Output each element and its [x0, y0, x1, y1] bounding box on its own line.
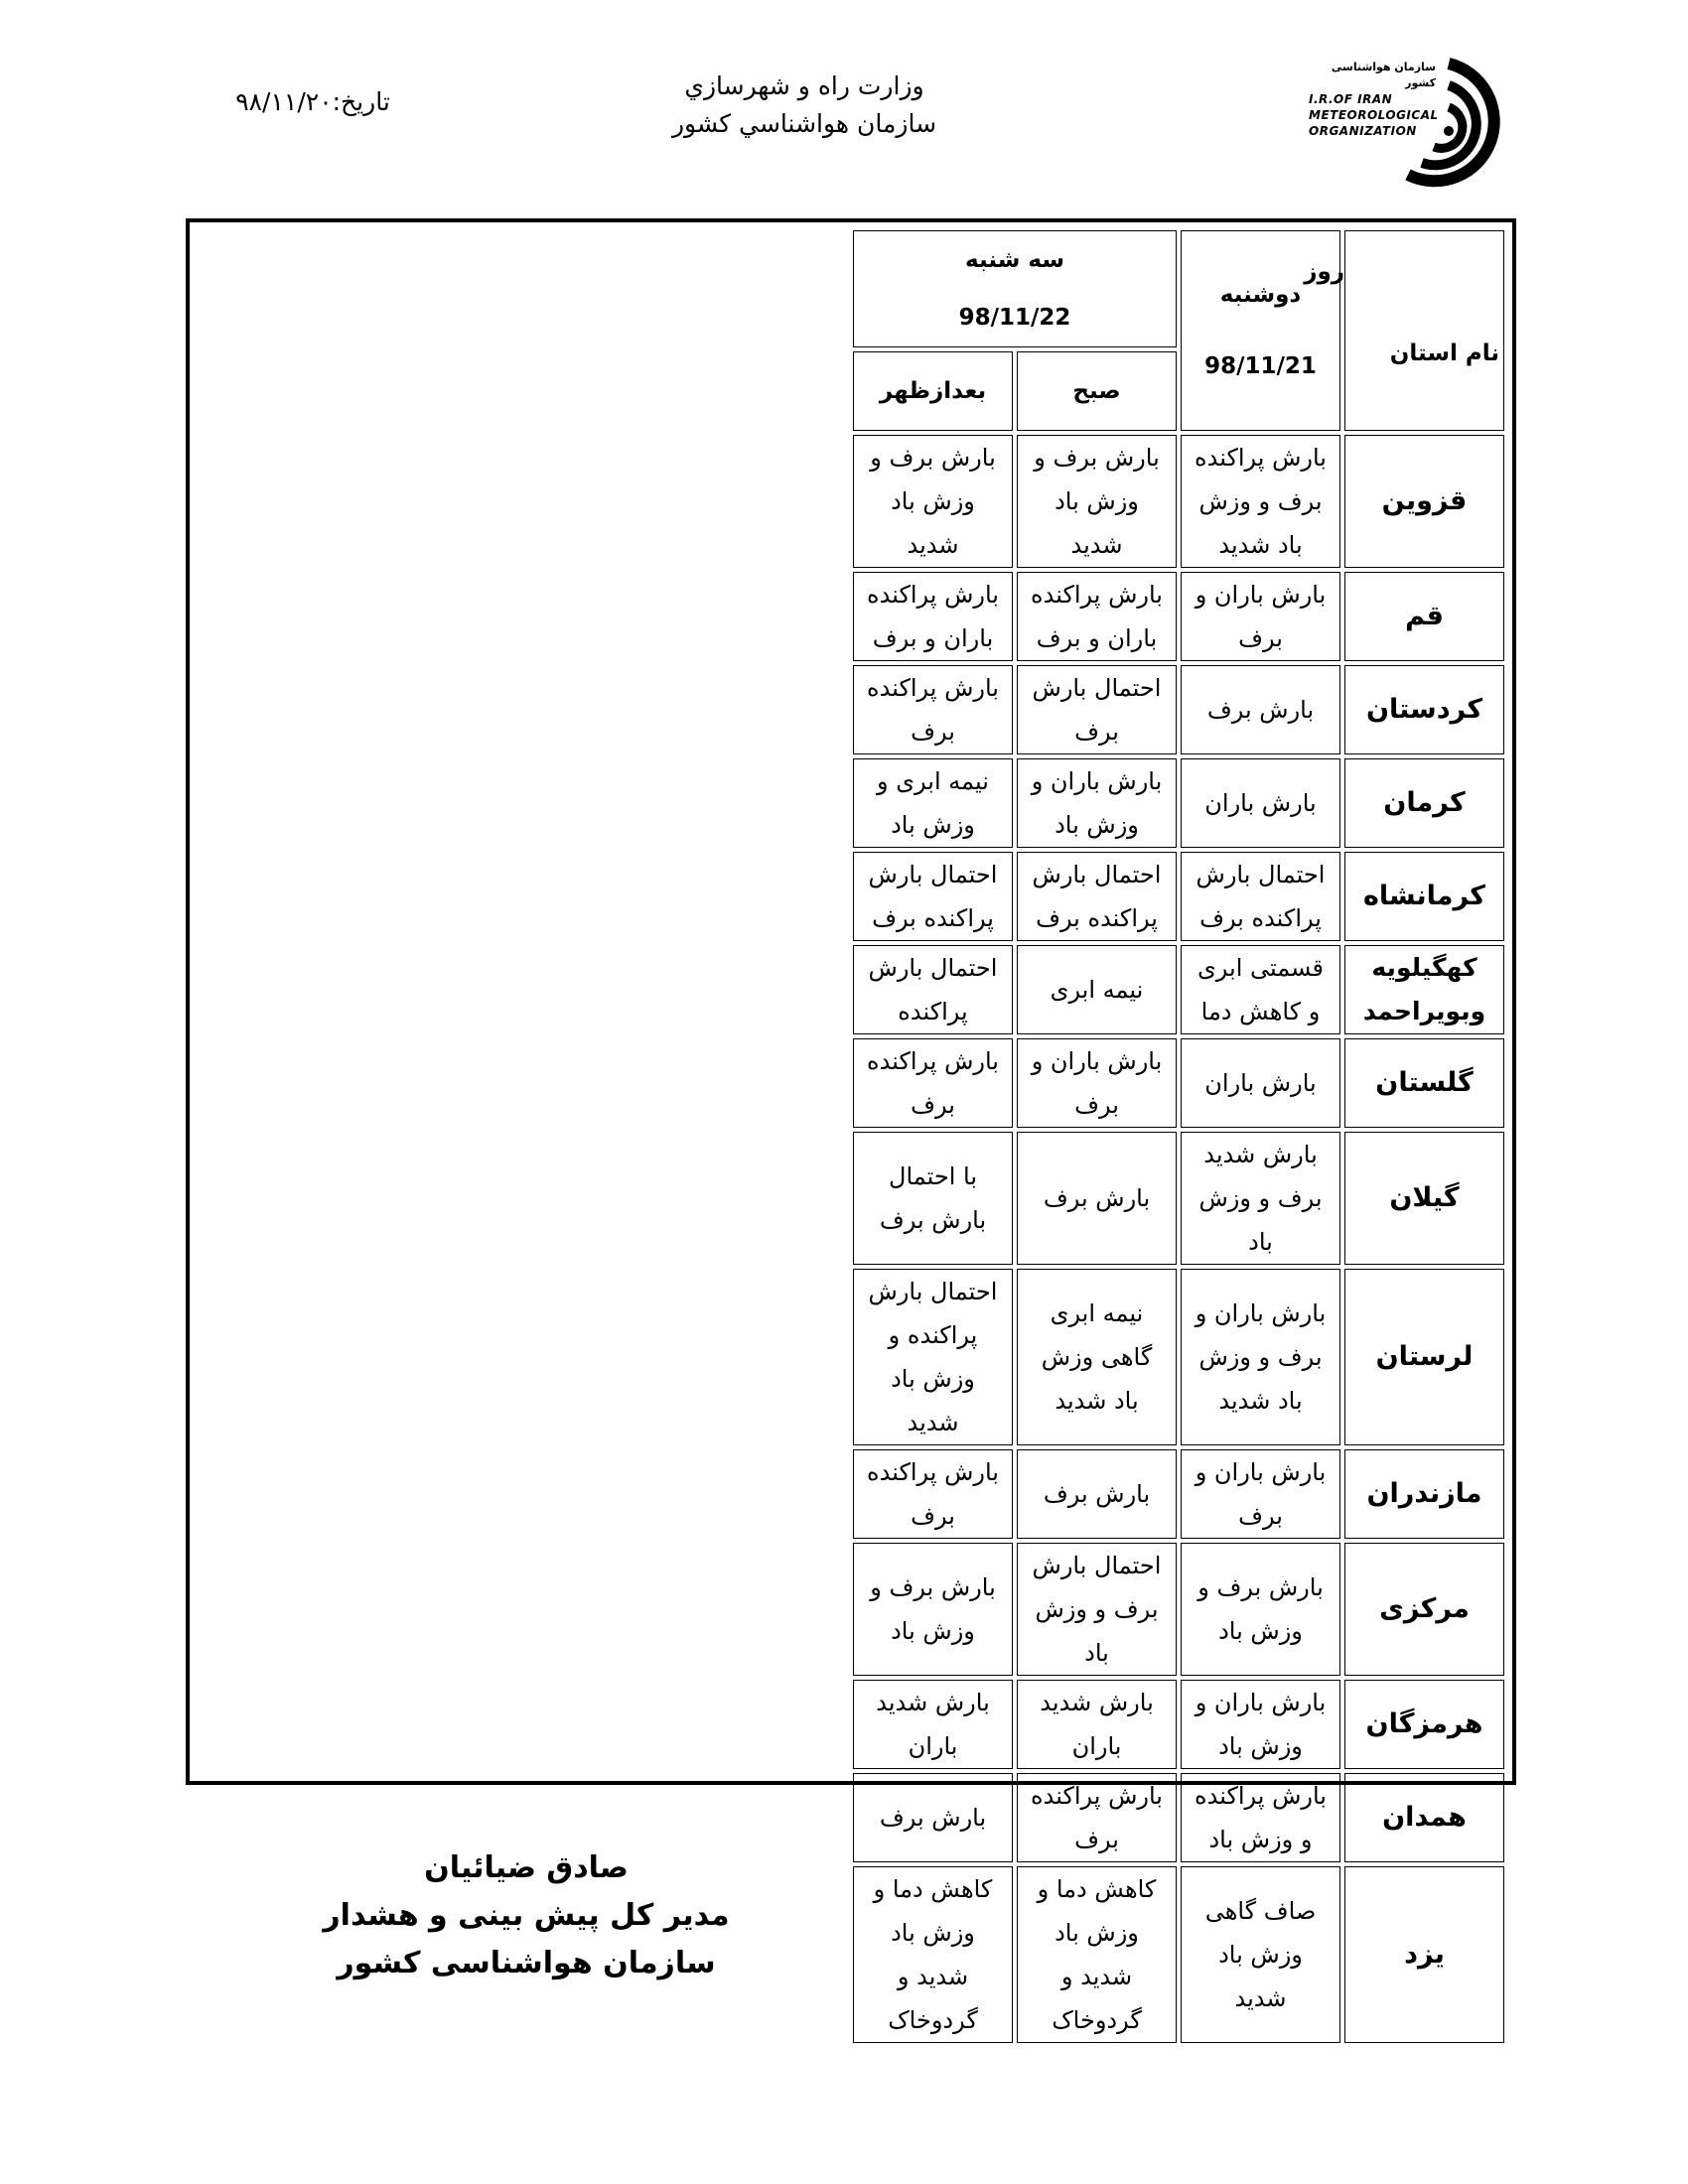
- morning-forecast-cell: احتمال بارش پراکنده برف: [1017, 852, 1177, 941]
- logo-en-line3: ORGANIZATION: [1309, 124, 1417, 138]
- afternoon-forecast-cell: احتمال بارش پراکنده: [853, 945, 1013, 1034]
- province-cell: مازندران: [1344, 1449, 1504, 1539]
- ministry-header: [596, 68, 1013, 143]
- province-cell: هرمزگان: [1344, 1680, 1504, 1769]
- afternoon-forecast-cell: احتمال بارش پراکنده و وزش باد شدید: [853, 1269, 1013, 1445]
- day1-name: دوشنبه: [1219, 282, 1302, 308]
- table-row: [198, 1038, 1504, 1128]
- day1-forecast-cell: بارش برف: [1181, 665, 1340, 754]
- logo-en-line2: METEOROLOGICAL: [1309, 108, 1439, 122]
- signatory-title: مدیر کل پیش بینی و هشدار: [323, 1898, 730, 1933]
- logo-en-line1: I.R.OF IRAN: [1309, 92, 1393, 106]
- ministry-name: وزارت راه و شهرسازي: [684, 71, 924, 100]
- afternoon-forecast-cell: بارش برف: [853, 1773, 1013, 1862]
- signatory-name: صادق ضیائیان: [424, 1850, 629, 1885]
- table-row: [198, 1680, 1504, 1769]
- morning-forecast-cell: بارش پراکنده باران و برف: [1017, 572, 1177, 661]
- afternoon-forecast-cell: با احتمال بارش برف: [853, 1132, 1013, 1265]
- morning-forecast-cell: بارش برف و وزش باد شدید: [1017, 435, 1177, 568]
- spiral-icon: [1394, 56, 1503, 195]
- table-row: [198, 1269, 1504, 1445]
- day1-forecast-cell: بارش برف و وزش باد: [1181, 1543, 1340, 1676]
- day1-date: 98/11/21: [1204, 353, 1317, 379]
- province-cell: قم: [1344, 572, 1504, 661]
- morning-forecast-cell: بارش باران و برف: [1017, 1038, 1177, 1128]
- morning-header: صبح: [1017, 351, 1177, 431]
- day1-forecast-cell: احتمال بارش پراکنده برف: [1181, 852, 1340, 941]
- signature-block: [318, 1844, 735, 1987]
- province-cell: کردستان: [1344, 665, 1504, 754]
- day1-forecast-cell: بارش پراکنده و وزش باد: [1181, 1773, 1340, 1862]
- day1-forecast-cell: صاف گاهی وزش باد شدید: [1181, 1866, 1340, 2043]
- date-label: تاریخ:: [332, 87, 390, 116]
- morning-forecast-cell: احتمال بارش برف و وزش باد: [1017, 1543, 1177, 1676]
- province-cell: لرستان: [1344, 1269, 1504, 1445]
- table-row: [198, 758, 1504, 848]
- corner-header-cell: [1304, 230, 1504, 431]
- province-cell: کرمانشاه: [1344, 852, 1504, 941]
- afternoon-forecast-cell: نیمه ابری و وزش باد: [853, 758, 1013, 848]
- table-row: [198, 1132, 1504, 1265]
- day1-forecast-cell: بارش باران: [1181, 758, 1340, 848]
- afternoon-forecast-cell: بارش پراکنده برف: [853, 1449, 1013, 1539]
- afternoon-forecast-cell: بارش شدید باران: [853, 1680, 1013, 1769]
- organization-logo: [1309, 52, 1507, 201]
- afternoon-forecast-cell: بارش پراکنده برف: [853, 1038, 1013, 1128]
- morning-forecast-cell: بارش برف: [1017, 1449, 1177, 1539]
- afternoon-forecast-cell: بارش پراکنده برف: [853, 665, 1013, 754]
- day1-forecast-cell: بارش شدید برف و وزش باد: [1181, 1132, 1340, 1265]
- province-cell: یزد: [1344, 1866, 1504, 2043]
- day2-header-cell: [853, 230, 1177, 347]
- day1-forecast-cell: بارش باران و برف: [1181, 572, 1340, 661]
- province-cell: کرمان: [1344, 758, 1504, 848]
- afternoon-forecast-cell: بارش پراکنده باران و برف: [853, 572, 1013, 661]
- morning-forecast-cell: نیمه ابری گاهی وزش باد شدید: [1017, 1269, 1177, 1445]
- document-date: [199, 87, 427, 116]
- province-cell: گلستان: [1344, 1038, 1504, 1128]
- table-row: [198, 1543, 1504, 1676]
- province-cell: کهگیلویه وبویراحمد: [1344, 945, 1504, 1034]
- morning-forecast-cell: بارش شدید باران: [1017, 1680, 1177, 1769]
- morning-forecast-cell: نیمه ابری: [1017, 945, 1177, 1034]
- forecast-table: [194, 226, 1508, 2047]
- morning-forecast-cell: بارش باران و وزش باد: [1017, 758, 1177, 848]
- province-cell: مرکزی: [1344, 1543, 1504, 1676]
- province-cell: گیلان: [1344, 1132, 1504, 1265]
- table-row: [198, 435, 1504, 568]
- day1-forecast-cell: بارش باران: [1181, 1038, 1340, 1128]
- day1-forecast-cell: بارش پراکنده برف و وزش باد شدید: [1181, 435, 1340, 568]
- signatory-organization: سازمان هواشناسی کشور: [337, 1946, 716, 1980]
- afternoon-forecast-cell: بارش برف و وزش باد شدید: [853, 435, 1013, 568]
- afternoon-forecast-cell: بارش برف و وزش باد: [853, 1543, 1013, 1676]
- date-value: ۹۸/۱۱/۲۰: [235, 87, 333, 116]
- day1-forecast-cell: بارش باران و برف و وزش باد شدید: [1181, 1269, 1340, 1445]
- afternoon-forecast-cell: احتمال بارش پراکنده برف: [853, 852, 1013, 941]
- afternoon-forecast-cell: کاهش دما و وزش باد شدید و گردوخاک: [853, 1866, 1013, 2043]
- day2-date: 98/11/22: [958, 305, 1071, 331]
- logo-fa-text: سازمان هواشناسی کشور: [1331, 61, 1436, 89]
- table-row: [198, 1449, 1504, 1539]
- day1-forecast-cell: بارش باران و برف: [1181, 1449, 1340, 1539]
- day1-forecast-cell: بارش باران و وزش باد: [1181, 1680, 1340, 1769]
- table-row: [198, 665, 1504, 754]
- province-cell: همدان: [1344, 1773, 1504, 1862]
- corner-day-label: روز: [1304, 259, 1344, 285]
- day1-forecast-cell: قسمتی ابری و کاهش دما: [1181, 945, 1340, 1034]
- province-cell: قزوین: [1344, 435, 1504, 568]
- corner-province-label: نام استان: [1389, 341, 1499, 366]
- table-row: [198, 852, 1504, 941]
- organization-name: سازمان هواشناسي كشور: [671, 109, 937, 138]
- morning-forecast-cell: بارش برف: [1017, 1132, 1177, 1265]
- morning-forecast-cell: کاهش دما و وزش باد شدید و گردوخاک: [1017, 1866, 1177, 2043]
- morning-forecast-cell: بارش پراکنده برف: [1017, 1773, 1177, 1862]
- morning-forecast-cell: احتمال بارش برف: [1017, 665, 1177, 754]
- afternoon-header: بعدازظهر: [853, 351, 1013, 431]
- table-row: [198, 572, 1504, 661]
- table-row: [198, 945, 1504, 1034]
- day2-name: سه شنبه: [965, 247, 1064, 273]
